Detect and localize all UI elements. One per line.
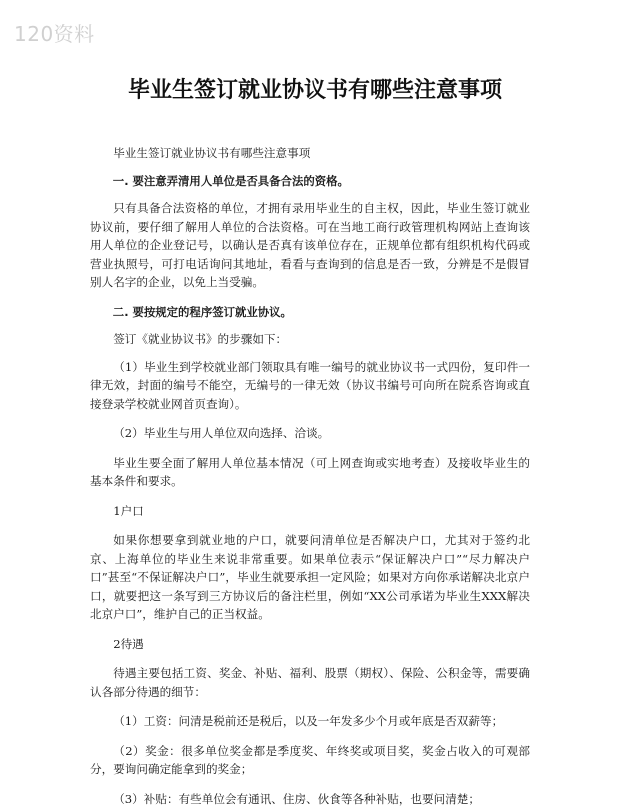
paragraph-salary: （1）工资：问清是税前还是税后，以及一年发多少个月或年底是否双薪等； xyxy=(90,712,530,731)
paragraph-allowance: （3）补贴：有些单位会有通讯、住房、伙食等各种补贴，也要问清楚； xyxy=(90,790,530,808)
paragraph-step-2: （2）毕业生与用人单位双向选择、洽谈。 xyxy=(90,424,530,443)
paragraph-step-1: （1）毕业生到学校就业部门领取具有唯一编号的就业协议书一式四份，复印件一律无效，封面的编号不能空，无编号的一律无效（协议书编号可向所在院系咨询或直接登录学校就业网首页查询）。 xyxy=(90,358,530,414)
paragraph-hukou: 如果你想要拿到就业地的户口，就要问清单位是否解决户口，尤其对于签约北京、上海单位的毕业生来说非常重要。如果单位表示“保证解决户口”“尽力解决户口”甚至“不保证解决户口”，毕业生就要承担一定风险；如果对方向你承诺解决北京户口，就要把这一条写到三方协议后的备注栏里，例如“XX公司承诺为毕业生XXX解决北京户口”，维护自己的正当权益。 xyxy=(90,531,530,624)
subheading-benefits: 2待遇 xyxy=(90,635,530,654)
subheading-hukou: 1户口 xyxy=(90,502,530,521)
paragraph-benefits: 待遇主要包括工资、奖金、补贴、福利、股票（期权）、保险、公积金等，需要确认各部分待遇的细节： xyxy=(90,664,530,701)
paragraph-qualification: 只有具备合法资格的单位，才拥有录用毕业生的自主权，因此，毕业生签订就业协议前，要仔细了解用人单位的合法资格。可在当地工商行政管理机构网站上查询该用人单位的企业登记号，以确认是否真有该单位存在，正规单位都有组织机构代码或营业执照号，可打电话询问其地址，看看与查询到的信息是否一致，分辨是不是假冒别人名字的企业，以免上当受骗。 xyxy=(90,199,530,292)
section-heading-2: 二. 要按规定的程序签订就业协议。 xyxy=(90,303,530,322)
watermark-logo: 120资料 xyxy=(14,18,95,47)
paragraph-steps-intro: 签订《就业协议书》的步骤如下： xyxy=(90,330,530,349)
paragraph-bonus: （2）奖金：很多单位奖金都是季度奖、年终奖或项目奖，奖金占收入的可观部分，要询问确定能拿到的奖金； xyxy=(90,742,530,779)
paragraph-subtitle: 毕业生签订就业协议书有哪些注意事项 xyxy=(90,144,530,163)
document-title: 毕业生签订就业协议书有哪些注意事项 xyxy=(100,74,530,107)
section-heading-1: 一. 要注意弄清用人单位是否具备合法的资格。 xyxy=(90,172,530,191)
document-body xyxy=(90,144,530,808)
paragraph-understand-employer: 毕业生要全面了解用人单位基本情况（可上网查询或实地考查）及接收毕业生的基本条件和要求。 xyxy=(90,454,530,491)
